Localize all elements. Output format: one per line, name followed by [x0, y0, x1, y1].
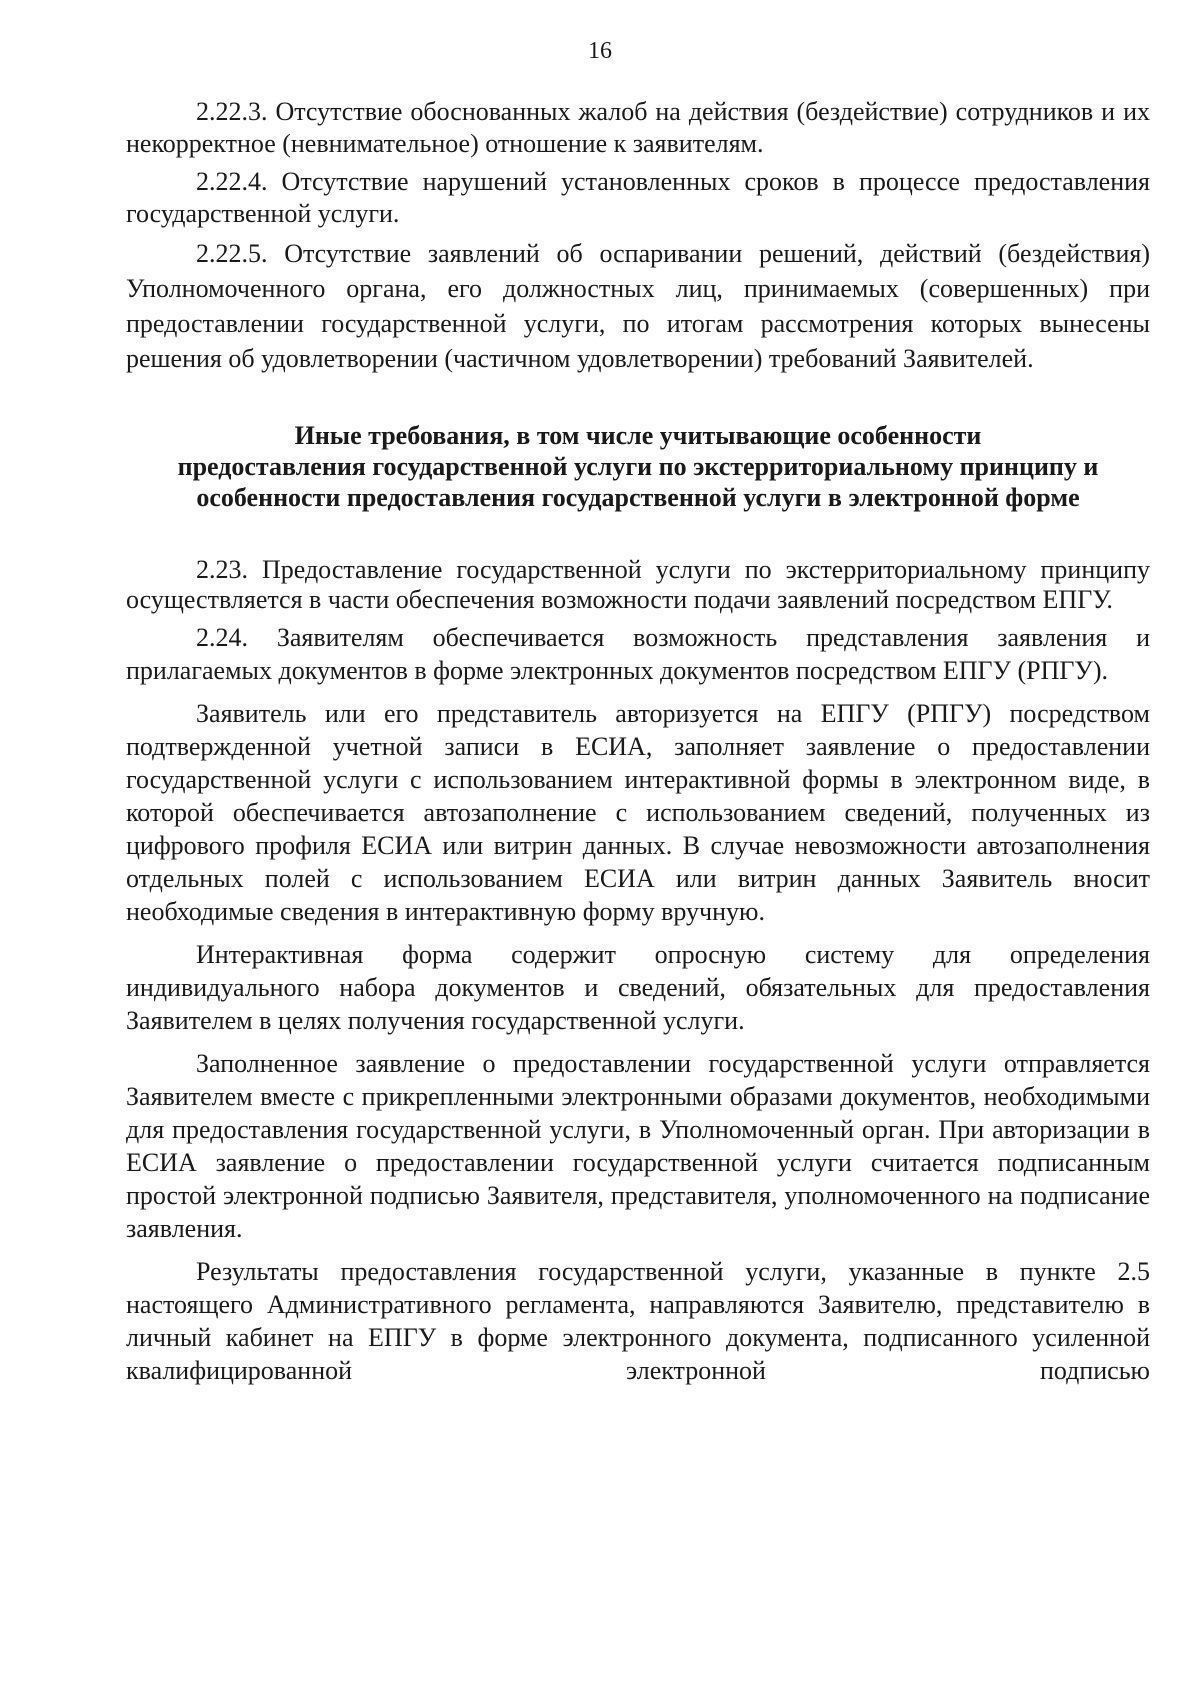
paragraph-results: Результаты предоставления государственной услуги, указанные в пункте 2.5 настоящего Административного регламента, направляются Заявителю, представителю в личный кабинет на ЕПГУ в форме электронного документа, подписанного усиленной квалифицированной электронной подписью [126, 1257, 1150, 1385]
paragraph-2-24: 2.24. Заявителям обеспечивается возможность представления заявления и прилагаемых документов в форме электронных документов посредством ЕПГУ (РПГУ). [126, 623, 1150, 685]
section-heading [126, 420, 1150, 513]
section-heading-line: Иные требования, в том числе учитывающие особенности [294, 421, 982, 450]
paragraph-filled-application: Заполненное заявление о предоставлении государственной услуги отправляется Заявителем вместе с прикрепленными электронными образами документов, необходимыми для предоставления государственной услуги, в Уполномоченный орган. При авторизации в ЕСИА заявление о предоставлении государственной услуги считается подписанным простой электронной подписью Заявителя, представителя, уполномоченного на подписание заявления. [126, 1049, 1150, 1243]
paragraph-interactive-form: Интерактивная форма содержит опросную систему для определения индивидуального набора документов и сведений, обязательных для предоставления Заявителем в целях получения государственной услуги. [126, 940, 1150, 1035]
paragraph-2-22-4: 2.22.4. Отсутствие нарушений установленных сроков в процессе предоставления государственной услуги. [126, 167, 1150, 228]
section-heading-line: особенности предоставления государственной услуги в электронной форме [196, 483, 1080, 512]
paragraph-2-22-5: 2.22.5. Отсутствие заявлений об оспаривании решений, действий (бездействия) Уполномоченного органа, его должностных лиц, принимаемых (совершенных) при предоставлении государственной услуги, по итогам рассмотрения которых вынесены решения об удовлетворении (частичном удовлетворении) требований Заявителей. [126, 239, 1150, 373]
paragraph-2-23: 2.23. Предоставление государственной услуги по экстерриториальному принципу осуществляется в части обеспечения возможности подачи заявлений посредством ЕПГУ. [126, 555, 1150, 614]
page-number: 16 [588, 38, 612, 64]
paragraph-2-22-3: 2.22.3. Отсутствие обоснованных жалоб на действия (бездействие) сотрудников и их некорректное (невнимательное) отношение к заявителям. [126, 97, 1150, 158]
paragraph-authorization: Заявитель или его представитель авторизуется на ЕПГУ (РПГУ) посредством подтвержденной учетной записи в ЕСИА, заполняет заявление о предоставлении государственной услуги с использованием интерактивной формы в электронном виде, в которой обеспечивается автозаполнение с использованием сведений, полученных из цифрового профиля ЕСИА или витрин данных. В случае невозможности автозаполнения отдельных полей с использованием ЕСИА или витрин данных Заявитель вносит необходимые сведения в интерактивную форму вручную. [126, 699, 1150, 926]
section-heading-line: предоставления государственной услуги по экстерриториальному принципу и [177, 452, 1099, 481]
document-body [126, 96, 1150, 1397]
